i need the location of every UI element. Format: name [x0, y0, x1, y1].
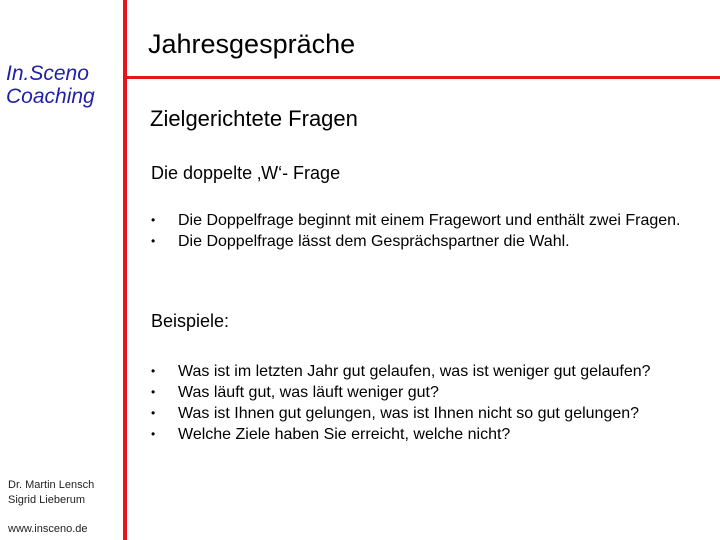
slide-subtitle: Zielgerichtete Fragen [150, 106, 358, 131]
list-item [151, 382, 691, 403]
slide-title: Jahresgespräche [148, 29, 356, 59]
list-item-text: Was ist im letzten Jahr gut gelaufen, was ist weniger gut gelaufen? [178, 363, 651, 380]
bullet-list-doppelfrage [151, 210, 691, 252]
list-item [151, 403, 691, 424]
list-item [151, 424, 691, 445]
bullet-icon: • [151, 385, 156, 399]
horizontal-divider [127, 76, 720, 79]
list-item-text: Die Doppelfrage lässt dem Gesprächspartner die Wahl. [178, 233, 570, 250]
author-name-1: Dr. Martin Lensch [8, 479, 95, 491]
list-item [151, 210, 691, 231]
section-heading-doppelfrage: Die doppelte ‚W‘- Frage [151, 163, 341, 183]
list-item [151, 361, 691, 382]
bullet-icon: • [151, 406, 156, 420]
bullet-icon: • [151, 213, 156, 227]
bullet-icon: • [151, 234, 156, 248]
list-item-text: Die Doppelfrage beginnt mit einem Fragewort und enthält zwei Fragen. [178, 212, 681, 229]
website-link[interactable] [8, 522, 88, 537]
list-item-text: Was ist Ihnen gut gelungen, was ist Ihnen nicht so gut gelungen? [178, 405, 640, 422]
list-item-text: Welche Ziele haben Sie erreicht, welche nicht? [178, 426, 511, 443]
vertical-divider [123, 0, 127, 540]
author-name-2: Sigrid Lieberum [8, 494, 86, 506]
bullet-icon: • [151, 364, 156, 378]
logo-line-2: Coaching [6, 85, 95, 108]
list-item-text: Was läuft gut, was läuft weniger gut? [178, 384, 439, 401]
list-item [151, 231, 691, 252]
company-logo [6, 62, 95, 108]
author-names [8, 478, 94, 508]
section-heading-beispiele: Beispiele: [151, 311, 230, 331]
website-url[interactable]: www.insceno.de [8, 523, 88, 535]
bullet-list-beispiele [151, 361, 691, 445]
logo-line-1: In.Sceno [6, 62, 89, 85]
bullet-icon: • [151, 427, 156, 441]
